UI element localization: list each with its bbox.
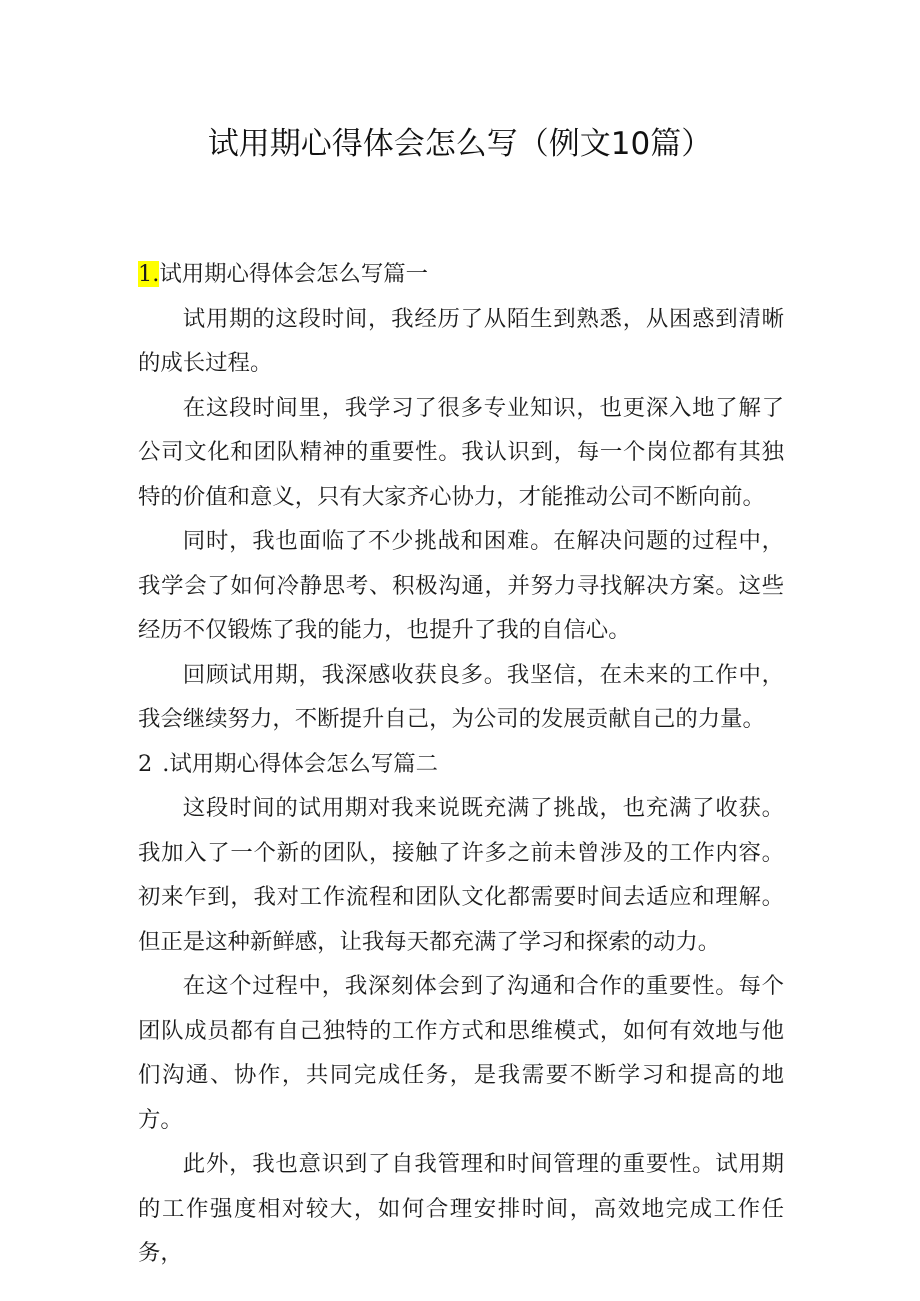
section-heading-1 [138,252,784,297]
section-number: 2 [138,750,153,777]
document-body [138,252,784,1276]
section-heading-text: .试用期心得体会怎么写篇二 [162,750,439,777]
paragraph: 同时，我也面临了不少挑战和困难。在解决问题的过程中，我学会了如何冷静思考、积极沟通，并努力寻找解决方案。这些经历不仅锻炼了我的能力，也提升了我的自信心。 [138,528,784,643]
section-heading-text: 试用期心得体会怎么写篇一 [159,261,429,287]
document-title: 试用期心得体会怎么写（例文10篇） [207,126,713,162]
paragraph: 在这个过程中，我深刻体会到了沟通和合作的重要性。每个团队成员都有自己独特的工作方式和思维模式，如何有效地与他们沟通、协作，共同完成任务，是我需要不断学习和提高的地方。 [138,973,784,1133]
paragraph: 试用期的这段时间，我经历了从陌生到熟悉，从困惑到清晰的成长过程。 [138,305,784,376]
paragraph: 此外，我也意识到了自我管理和时间管理的重要性。试用期的工作强度相对较大，如何合理安排时间，高效地完成工作任务， [138,1151,784,1266]
highlighted-section-number: 1. [138,261,160,287]
paragraph: 在这段时间里，我学习了很多专业知识，也更深入地了解了公司文化和团队精神的重要性。我认识到，每一个岗位都有其独特的价值和意义，只有大家齐心协力，才能推动公司不断向前。 [138,394,784,510]
section-heading-2 [138,742,784,787]
paragraph: 回顾试用期，我深感收获良多。我坚信，在未来的工作中，我会继续努力，不断提升自己，为公司的发展贡献自己的力量。 [138,661,784,732]
paragraph: 这段时间的试用期对我来说既充满了挑战，也充满了收获。我加入了一个新的团队，接触了许多之前未曾涉及的工作内容。初来乍到，我对工作流程和团队文化都需要时间去适应和理解。但正是这种新鲜感，让我每天都充满了学习和探索的动力。 [138,795,784,955]
